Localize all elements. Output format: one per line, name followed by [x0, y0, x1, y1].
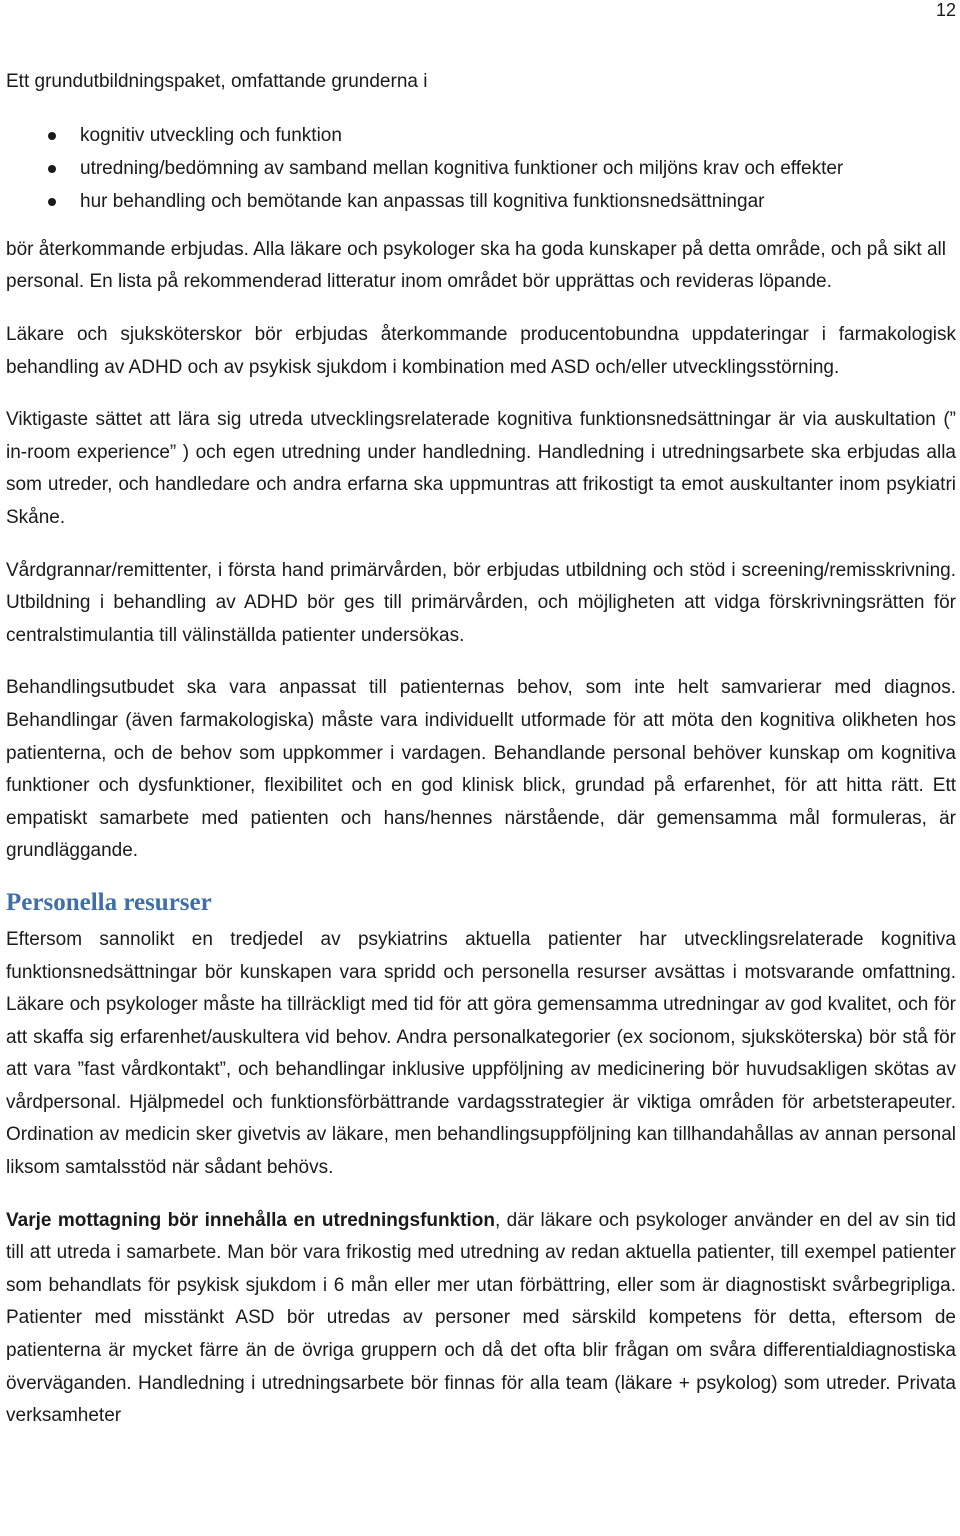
paragraph-pharmacology: Läkare och sjuksköterskor bör erbjudas återkommande producentobundna uppdateringar i farmakologisk behandling av ADHD och av psykisk sjukdom i kombination med ASD och/eller utvecklingsstörning.: [6, 324, 956, 378]
paragraph-text: , där läkare och psykologer använder en del av sin tid till att utreda i samarbete. Man bör vara frikostig med utredning av redan aktuella patienter, till exempel patienter som behandlats för psykisk sjukdom i 6 mån eller mer utan förbättring, eller som är diagnostiskt svårbegripliga. Patienter med misstänkt ASD bör utredas av personer med särskild kompetens för detta, eftersom de patienterna är mycket färre än de övriga gruppern och då det ofta blir frågan om svåra differentialdiagnostiska överväganden. Handledning i utredningsarbete bör finnas för alla team (läkare + psykolog) som utreder. Privata verksamheter: [6, 1209, 956, 1427]
bullet-icon: [48, 132, 56, 140]
paragraph-treatment: Behandlingsutbudet ska vara anpassat till patienternas behov, som inte helt samvarierar med diagnos. Behandlingar (även farmakologiska) måste vara individuellt utformade för att möta den kognitiva olikheten hos patienterna, och de behov som uppkommer i vardagen. Behandlande personal behöver kunskap om kognitiva funktioner och dysfunktioner, flexibilitet och en god klinisk blick, grundad på erfarenhet, för att hitta rätt. Ett empatiskt samarbete med patienten och hans/hennes närstående, där gemensamma mål formuleras, är grundläggande.: [6, 677, 956, 862]
paragraph-referrers: Vårdgrannar/remittenter, i första hand primärvården, bör erbjudas utbildning och stöd i screening/remisskrivning. Utbildning i behandling av ADHD bör ges till primärvården, och möjligheten att vidga förskrivningsrätten för centralstimulantia till välinställda patienter undersökas.: [6, 559, 956, 646]
paragraph-assessment-function: [6, 1205, 956, 1433]
section-heading: Personella resurser: [6, 888, 212, 916]
list-item: [6, 119, 956, 152]
paragraph-auscultation: Viktigaste sättet att lära sig utreda utvecklingsrelaterade kognitiva funktionsnedsättningar är via auskultation (” in-room experience” ) och egen utredning under handledning. Handledning i utredningsarbete ska erbjudas alla som utreder, och handledare och andra erfarna ska uppmuntras att frikostigt ta emot auskultanter inom psykiatri Skåne.: [6, 409, 956, 528]
list-item-text: kognitiv utveckling och funktion: [80, 124, 342, 146]
intro-text: Ett grundutbildningspaket, omfattande grunderna i: [6, 71, 428, 92]
list-item: [6, 185, 956, 218]
bold-lead-text: Varje mottagning bör innehålla en utredningsfunktion: [6, 1209, 495, 1231]
list-item: [6, 152, 956, 185]
bullet-icon: [48, 198, 56, 206]
paragraph-training: bör återkommande erbjudas. Alla läkare och psykologer ska ha goda kunskaper på detta område, och på sikt all personal. En lista på rekommenderad litteratur inom området bör upprättas och revideras löpande.: [6, 238, 946, 293]
list-item-text: utredning/bedömning av samband mellan kognitiva funktioner och miljöns krav och effekter: [80, 158, 844, 179]
document-body: [6, 66, 956, 1433]
paragraph-staff-resources: Eftersom sannolikt en tredjedel av psykiatrins aktuella patienter har utvecklingsrelaterade kognitiva funktionsnedsättningar bör kunskapen vara spridd och personella resurser avsättas i motsvarande omfattning. Läkare och psykologer måste ha tillräckligt med tid för att göra gemensamma utredningar av god kvalitet, och för att skaffa sig erfarenhet/auskultera vid behov. Andra personalkategorier (ex socionom, sjuksköterska) bör stå för att vara ”fast vårdkontakt”, och behandlingar inklusive uppföljning av medicinering bör huvudsakligen skötas av vårdpersonal. Hjälpmedel och funktionsförbättrande vardagsstrategier är viktiga områden för arbetsterapeuter. Ordination av medicin sker givetvis av läkare, men behandlingsuppföljning kan tillhandahållas av annan personal liksom samtalsstöd när sådant behövs.: [6, 928, 956, 1179]
bullet-icon: [48, 165, 56, 173]
bullet-list: [6, 119, 956, 219]
page-number: 12: [935, 0, 956, 20]
list-item-text: hur behandling och bemötande kan anpassas till kognitiva funktionsnedsättningar: [80, 191, 765, 213]
